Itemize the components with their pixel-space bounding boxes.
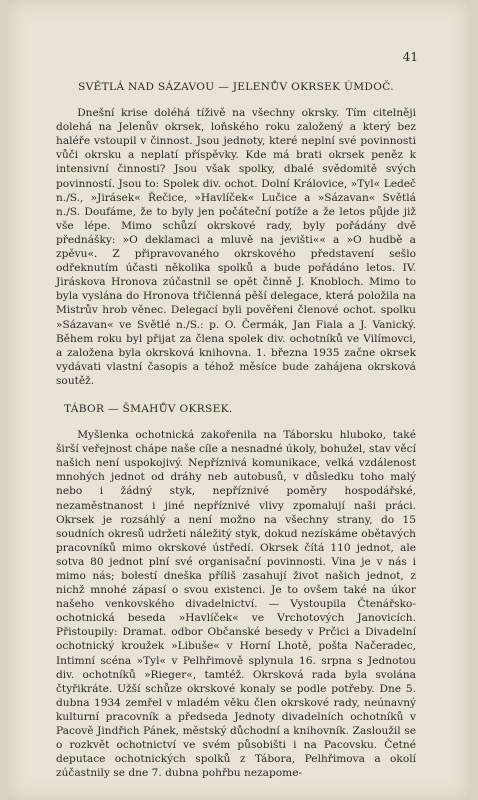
section-heading: SVĚTLÁ NAD SÁZAVOU — JELENŮV OKRSEK ÚMDOČ.	[78, 81, 394, 93]
page-body	[56, 80, 416, 780]
paragraph: Dnešní krise doléhá tíživě na všechny okrsky. Tím citelněji dolehá na Jelenův okrsek, loňského roku založený a který bez haléře vstoupil v činnost. Jsou jednoty, které neplní své povinnosti vůči okrsku a neplatí příspěvky. Kde má brati okrsek peněz k intensivní činnosti? Jsou však spolky, dbalé svědomitě svých povinností. Jsou to: Spolek div. ochot. Dolní Královice, »Tyl« Ledeč n./S., »Jirásek« Řečice, »Havlíček« Lučice a »Sázavan« Světlá n./S. Doufáme, že to byly jen počáteční potíže a že letos půjde již vše lépe. Mimo schůzí okrskové rady, byly pořádány dvě přednášky: »O deklamaci a mluvě na jevišti«« a »O hudbě a zpěvu«. Z připravovaného okrskového představení sešlo odřeknutím účasti několika spolků a bude pořádáno letos. IV. Jiráskova Hronova zúčastnil se opět činně J. Knobloch. Mimo to byla vyslána do Hronova třičlenná pěší delegace, která položila na Mistrův hrob věnec. Delegací byli pověřeni členové ochot. spolku »Sázavan« ve Světlé n./S.: p. O. Čermák, Jan Fiala a J. Vanický. Během roku byl přijat za člena spolek div. ochotníků ve Vilímovci, a založena byla okrsková knihovna. 1. března 1935 začne okrsek vydávati vlastní časopis a téhož měsíce bude zahájena okrsková soutěž.	[56, 107, 416, 387]
paragraph: Myšlenka ochotnická zakořenila na Táborsku hluboko, také širší veřejnost chápe naše cíle a nesnadné úkoly, bohužel, stav věcí našich není uspokojivý. Nepříznivá komunikace, velká vzdálenost mnohých jednot od dráhy neb autobusů, v důsledku toho malý nebo i žádný styk, nepříznivé poměry hospodářské, nezaměstnanost i jiné nepříznivé vlivy zpomalují naši práci. Okrsek je rozsáhlý a není možno na všechny strany, do 15 soudních okresů udržeti náležitý styk, dokud nezískáme obětavých pracovníků mimo okrskové ústředí. Okrsek čítá 110 jednot, ale sotva 80 jednot plní své organisační povinnosti. Vina je v nás i mimo nás; bolestí dneška příliš zasahují život našich jednot, z nichž mnohé zápasí o svou existenci. Je to ovšem také na úkor našeho venkovského divadelnictví. — Vystoupila Čtenářsko-ochotnická beseda »Havlíček« ve Vrchotových Janovicích. Přistoupily: Dramat. odbor Občanské besedy v Prčici a Divadelní ochotnický kroužek »Libuše« v Horní Lhotě, pošta Načeradec, Intimní scéna »Tyl« v Pelhřimově splynula 16. srpna s Jednotou div. ochotníků »Rieger«, tamtéž. Okrsková rada byla svolána čtyřikráte. Užší schůze okrskové konaly se podle potřeby. Dne 5. dubna 1934 zemřel v mladém věku člen okrskové rady, neúnavný kulturní pracovník a předseda Jednoty divadelních ochotníků v Pacově Jindřich Pánek, městský důchodní a knihovník. Zasloužil se o rozkvět ochotnictví ve svém působišti i na Pacovsku. Četné deputace ochotnických spolků z Tábora, Pelhřimova a okolí zúčastnily se dne 7. dubna pohřbu nezapome-	[56, 429, 416, 780]
section-heading: TÁBOR — ŠMAHŮV OKRSEK.	[64, 402, 233, 415]
page-number: 41	[402, 50, 418, 64]
book-page	[8, 0, 470, 800]
